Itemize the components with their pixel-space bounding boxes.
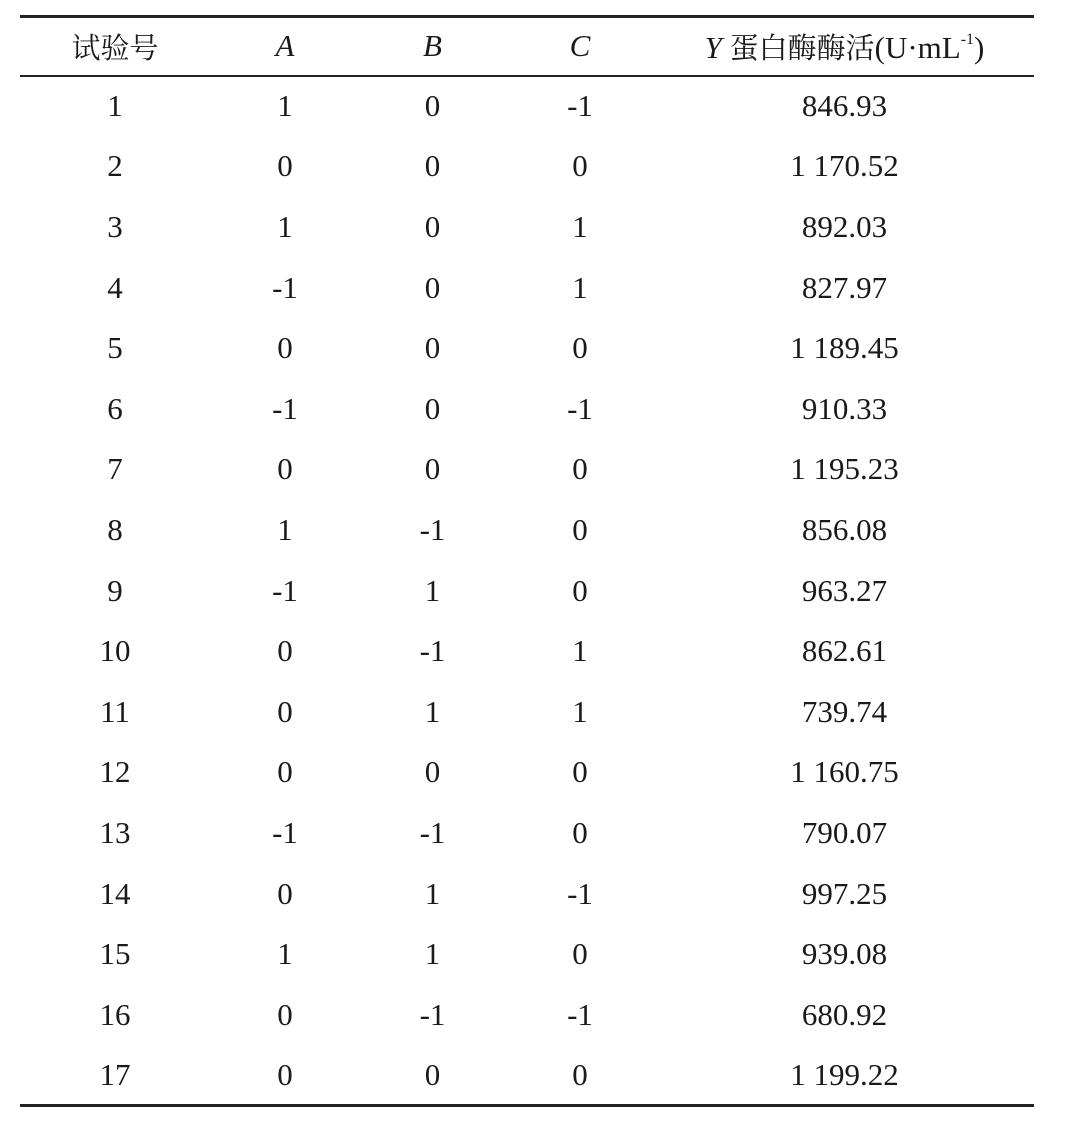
cell-y: 892.03: [801, 208, 888, 244]
table-row: [20, 257, 1034, 318]
cell-y: 963.27: [801, 572, 888, 608]
cell-b: -1: [419, 633, 446, 669]
cell-trial: 14: [99, 875, 131, 911]
table-header: [20, 17, 1034, 76]
cell-trial: 4: [107, 269, 123, 305]
cell-b: -1: [419, 996, 446, 1032]
header-b: [360, 17, 505, 76]
cell-c: 1: [572, 269, 588, 305]
cell-trial: 12: [99, 754, 131, 790]
cell-y: 1 160.75: [790, 754, 899, 790]
table-row: [20, 439, 1034, 500]
cell-trial: 6: [107, 390, 123, 426]
cell-a: 1: [277, 208, 293, 244]
cell-trial: 16: [99, 996, 131, 1032]
cell-b: 1: [424, 693, 441, 729]
cell-c: 1: [572, 693, 588, 729]
table-row: [20, 136, 1034, 197]
table-row: [20, 924, 1034, 985]
cell-a: 0: [277, 754, 293, 790]
cell-y: 1 195.23: [790, 451, 899, 487]
cell-a: 0: [277, 875, 293, 911]
table-row: [20, 742, 1034, 803]
cell-b: 1: [424, 936, 441, 972]
cell-b: 0: [424, 1056, 441, 1092]
table-row: [20, 1045, 1034, 1106]
header-a-label: A: [275, 28, 295, 64]
cell-trial: 11: [100, 693, 130, 729]
cell-c: -1: [567, 996, 593, 1032]
header-a: [210, 17, 360, 76]
cell-trial: 2: [107, 148, 123, 184]
cell-y: 939.08: [801, 936, 888, 972]
cell-a: -1: [272, 572, 298, 608]
cell-c: 0: [572, 1056, 588, 1092]
cell-y: 827.97: [801, 269, 888, 305]
cell-b: 0: [424, 330, 441, 366]
header-y-unit-open: (U·mL: [874, 29, 961, 65]
cell-a: 0: [277, 330, 293, 366]
cell-y: 846.93: [801, 88, 888, 124]
cell-a: 0: [277, 1056, 293, 1092]
cell-c: 1: [572, 633, 588, 669]
cell-a: 0: [277, 633, 293, 669]
header-c: [505, 17, 655, 76]
table-row: [20, 803, 1034, 864]
cell-c: 0: [572, 330, 588, 366]
cell-c: 0: [572, 451, 588, 487]
cell-trial: 9: [107, 572, 123, 608]
cell-a: 0: [277, 693, 293, 729]
cell-a: -1: [272, 814, 298, 850]
cell-trial: 1: [107, 88, 123, 124]
cell-a: 1: [277, 511, 293, 547]
cell-y: 1 199.22: [790, 1056, 899, 1092]
header-trial: [20, 17, 210, 76]
cell-a: -1: [272, 390, 298, 426]
cell-a: 0: [277, 996, 293, 1032]
cell-a: -1: [272, 269, 298, 305]
table-row: [20, 681, 1034, 742]
cell-c: -1: [567, 390, 593, 426]
cell-b: 0: [424, 754, 441, 790]
cell-y: 1 189.45: [790, 330, 899, 366]
table-row: [20, 378, 1034, 439]
cell-c: -1: [567, 875, 593, 911]
cell-b: 1: [424, 572, 441, 608]
header-trial-label: 试验号: [71, 30, 159, 65]
header-y: [655, 17, 1034, 76]
cell-c: 0: [572, 814, 588, 850]
header-y-var: Y: [704, 29, 722, 65]
cell-y: 790.07: [801, 814, 888, 850]
cell-b: 0: [424, 148, 441, 184]
cell-b: 0: [424, 390, 441, 426]
cell-trial: 5: [107, 330, 123, 366]
cell-a: 0: [277, 451, 293, 487]
cell-c: 1: [572, 208, 588, 244]
cell-y: 1 170.52: [790, 148, 899, 184]
table-row: [20, 984, 1034, 1045]
cell-b: 0: [424, 208, 441, 244]
cell-c: 0: [572, 572, 588, 608]
cell-c: 0: [572, 511, 588, 547]
cell-y: 862.61: [801, 633, 888, 669]
table-row: [20, 197, 1034, 258]
cell-trial: 8: [107, 511, 123, 547]
cell-b: 0: [424, 88, 441, 124]
cell-y: 856.08: [801, 511, 888, 547]
table-row: [20, 863, 1034, 924]
cell-trial: 17: [99, 1056, 131, 1092]
table-row: [20, 318, 1034, 379]
cell-a: 1: [277, 936, 293, 972]
cell-trial: 7: [107, 451, 123, 487]
cell-c: -1: [567, 88, 593, 124]
table-body: [20, 76, 1034, 1106]
cell-y: 997.25: [801, 875, 888, 911]
cell-a: 1: [277, 88, 293, 124]
cell-b: -1: [419, 511, 446, 547]
header-c-label: C: [569, 28, 591, 64]
table-row: [20, 500, 1034, 561]
cell-trial: 13: [99, 814, 131, 850]
header-b-label: B: [423, 28, 442, 64]
table-row: [20, 621, 1034, 682]
cell-c: 0: [572, 754, 588, 790]
cell-c: 0: [572, 936, 588, 972]
table-row: [20, 560, 1034, 621]
cell-b: -1: [419, 814, 446, 850]
table-row: [20, 76, 1034, 137]
header-y-unit-close: ): [974, 29, 985, 65]
header-row: [20, 17, 1034, 76]
cell-y: 680.92: [801, 996, 888, 1032]
cell-y: 910.33: [801, 390, 888, 426]
cell-a: 0: [277, 148, 293, 184]
results-table-container: [20, 15, 1034, 1107]
header-y-unit-exp: -1: [960, 30, 975, 48]
cell-trial: 15: [99, 936, 131, 972]
cell-trial: 3: [107, 208, 123, 244]
cell-b: 1: [424, 875, 441, 911]
cell-b: 0: [424, 451, 441, 487]
cell-y: 739.74: [801, 693, 888, 729]
results-table: [20, 15, 1034, 1107]
header-y-name: 蛋白酶酶活: [729, 30, 875, 65]
cell-trial: 10: [99, 633, 131, 669]
cell-c: 0: [572, 148, 588, 184]
cell-b: 0: [424, 269, 441, 305]
